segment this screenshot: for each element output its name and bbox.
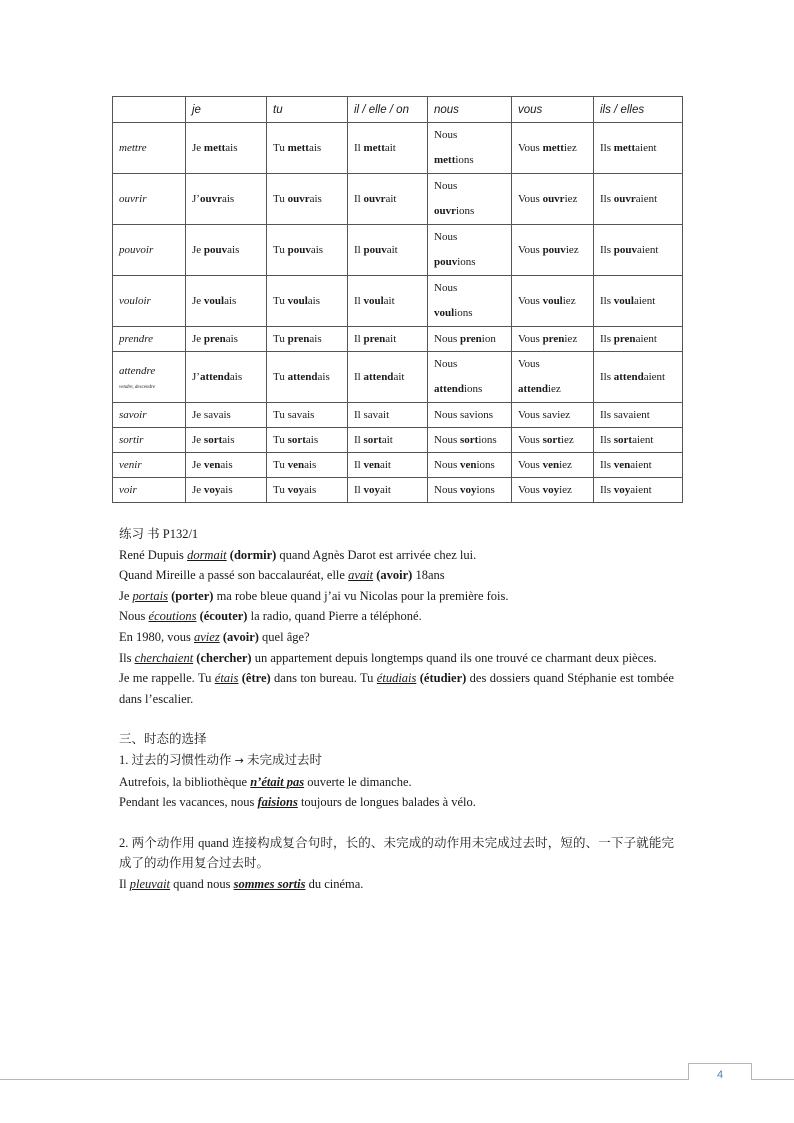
conj-cell: Tu prenais xyxy=(267,327,348,352)
conj-cell: Nous venions xyxy=(428,453,512,478)
table-row xyxy=(113,352,683,403)
header-cell xyxy=(113,97,186,123)
table-row xyxy=(113,174,683,225)
conj-cell: Nous pouvions xyxy=(428,225,512,276)
conj-cell: Il ouvrait xyxy=(348,174,428,225)
exercise-sentence: Je portais (porter) ma robe bleue quand j’ai vu Nicolas pour la première fois. xyxy=(119,588,509,603)
conj-cell: Ils voyaient xyxy=(594,478,683,503)
verb-cell: mettre xyxy=(113,123,186,174)
conj-cell: Il savait xyxy=(348,403,428,428)
conj-cell: Il sortait xyxy=(348,428,428,453)
conj-cell: Tu ouvrais xyxy=(267,174,348,225)
conj-cell: Nous prenion xyxy=(428,327,512,352)
conj-cell: Ils pouvaient xyxy=(594,225,683,276)
conj-cell: Il attendait xyxy=(348,352,428,403)
verb-note: vendre, descendre xyxy=(119,384,156,390)
conj-cell: J’ouvrais xyxy=(186,174,267,225)
conj-cell: Nous savions xyxy=(428,403,512,428)
conj-cell: Vous preniez xyxy=(512,327,594,352)
conj-cell: Tu mettais xyxy=(267,123,348,174)
conj-cell: Tu voyais xyxy=(267,478,348,503)
conj-cell: Tu pouvais xyxy=(267,225,348,276)
verb-cell: prendre xyxy=(113,327,186,352)
conj-cell: Je prenais xyxy=(186,327,267,352)
verb-cell: sortir xyxy=(113,428,186,453)
header-cell: ils / elles xyxy=(594,97,683,123)
exercise-title: 练习 书 P132/1 xyxy=(119,527,199,541)
conj-cell: Vous vouliez xyxy=(512,276,594,327)
conj-cell: Nous sortions xyxy=(428,428,512,453)
header-cell: il / elle / on xyxy=(348,97,428,123)
conj-cell: Nous mettions xyxy=(428,123,512,174)
conj-cell: Nous voyions xyxy=(428,478,512,503)
table-row xyxy=(113,225,683,276)
table-row xyxy=(113,403,683,428)
conj-cell: Tu sortais xyxy=(267,428,348,453)
conj-cell: Ils mettaient xyxy=(594,123,683,174)
verb-cell: attendre vendre, descendre xyxy=(113,352,186,403)
exercise-sentence: Je me rappelle. Tu étais (être) dans ton bureau. Tu étudiais (étudier) des dossiers quand Stéphanie est tombée dans l’escalier. xyxy=(119,671,674,706)
rule-1: 1. 过去的习惯性动作 → 未完成过去时 xyxy=(119,752,322,767)
exercise-sentence: Quand Mireille a passé son baccalauréat, elle avait (avoir) 18ans xyxy=(119,568,445,583)
conj-cell: Vous pouviez xyxy=(512,225,594,276)
footer-divider xyxy=(0,1079,794,1080)
example-sentence: Il pleuvait quand nous sommes sortis du cinéma. xyxy=(119,876,364,891)
conj-cell: Ils venaient xyxy=(594,453,683,478)
conj-cell: Vous attendiez xyxy=(512,352,594,403)
conjugation-table xyxy=(112,96,683,503)
conj-cell: Vous voyiez xyxy=(512,478,594,503)
table-row xyxy=(113,453,683,478)
arrow-right-icon: → xyxy=(234,753,244,767)
table-row xyxy=(113,428,683,453)
conj-cell: Tu voulais xyxy=(267,276,348,327)
section-title: 三、时态的选择 xyxy=(119,732,207,747)
conj-cell: Ils savaient xyxy=(594,403,683,428)
conj-cell: Vous mettiez xyxy=(512,123,594,174)
table-row xyxy=(113,276,683,327)
conj-cell: Nous ouvrions xyxy=(428,174,512,225)
conj-cell: Il prenait xyxy=(348,327,428,352)
document-body xyxy=(119,524,674,895)
table-row xyxy=(113,327,683,352)
conj-cell: Tu attendais xyxy=(267,352,348,403)
header-cell: nous xyxy=(428,97,512,123)
exercise-sentence: Ils cherchaient (chercher) un appartement depuis longtemps quand ils one trouvé ce charmant deux pièces. xyxy=(119,650,657,665)
header-cell: vous xyxy=(512,97,594,123)
header-cell: je xyxy=(186,97,267,123)
conj-cell: Ils sortaient xyxy=(594,428,683,453)
conj-cell: Tu savais xyxy=(267,403,348,428)
conj-cell: Ils prenaient xyxy=(594,327,683,352)
example-sentence: Pendant les vacances, nous faisions toujours de longues balades à vélo. xyxy=(119,795,476,810)
conj-cell: J’attendais xyxy=(186,352,267,403)
conj-cell: Je pouvais xyxy=(186,225,267,276)
conj-cell: Je mettais xyxy=(186,123,267,174)
conj-cell: Vous veniez xyxy=(512,453,594,478)
verb-cell: venir xyxy=(113,453,186,478)
conj-cell: Tu venais xyxy=(267,453,348,478)
conj-cell: Je voulais xyxy=(186,276,267,327)
verb-cell: vouloir xyxy=(113,276,186,327)
conj-cell: Nous voulions xyxy=(428,276,512,327)
exercise-sentence: En 1980, vous aviez (avoir) quel âge? xyxy=(119,629,310,644)
conj-cell: Il mettait xyxy=(348,123,428,174)
conj-cell: Je savais xyxy=(186,403,267,428)
conj-cell: Il pouvait xyxy=(348,225,428,276)
verb-cell: savoir xyxy=(113,403,186,428)
conj-cell: Je sortais xyxy=(186,428,267,453)
table-row xyxy=(113,478,683,503)
example-sentence: Autrefois, la bibliothèque n’était pas ouverte le dimanche. xyxy=(119,774,412,789)
verb-cell: ouvrir xyxy=(113,174,186,225)
table-header-row xyxy=(113,97,683,123)
conj-cell: Vous saviez xyxy=(512,403,594,428)
conj-cell: Il voulait xyxy=(348,276,428,327)
header-cell: tu xyxy=(267,97,348,123)
exercise-sentence: Nous écoutions (écouter) la radio, quand Pierre a téléphoné. xyxy=(119,609,422,624)
conj-cell: Ils attendaient xyxy=(594,352,683,403)
conj-cell: Vous sortiez xyxy=(512,428,594,453)
conj-cell: Ils ouvraient xyxy=(594,174,683,225)
verb-cell: voir xyxy=(113,478,186,503)
conj-cell: Il venait xyxy=(348,453,428,478)
verb-cell: pouvoir xyxy=(113,225,186,276)
rule-2: 2. 两个动作用 quand 连接构成复合句时，长的、未完成的动作用未完成过去时，短的、一下子就能完成了的动作用复合过去时。 xyxy=(119,835,674,871)
conj-cell: Nous attendions xyxy=(428,352,512,403)
conj-cell: Ils voulaient xyxy=(594,276,683,327)
conj-cell: Vous ouvriez xyxy=(512,174,594,225)
conj-cell: Je voyais xyxy=(186,478,267,503)
conj-cell: Il voyait xyxy=(348,478,428,503)
exercise-sentence: René Dupuis dormait (dormir) quand Agnès Darot est arrivée chez lui. xyxy=(119,547,477,562)
page-number: 4 xyxy=(688,1063,752,1080)
conj-cell: Je venais xyxy=(186,453,267,478)
table-row xyxy=(113,123,683,174)
